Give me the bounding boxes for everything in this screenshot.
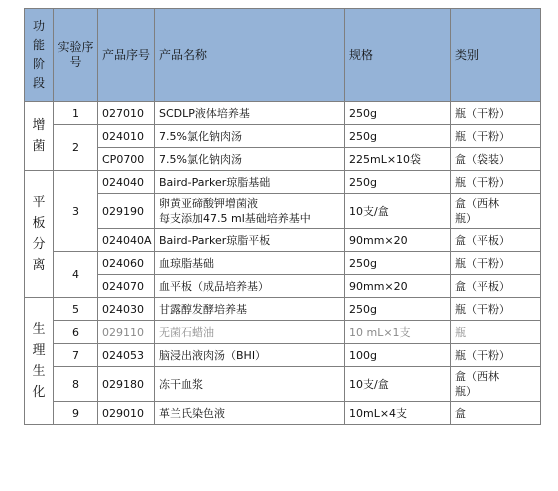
product-name-cell: 无菌石蜡油 <box>155 321 345 344</box>
product-code-cell: 024040 <box>98 171 155 194</box>
type-cell <box>451 367 541 402</box>
header-row <box>25 9 541 102</box>
product-name-cell: 7.5%氯化钠肉汤 <box>155 125 345 148</box>
exp-no-cell: 1 <box>54 102 98 125</box>
product-code-cell: 027010 <box>98 102 155 125</box>
product-code-cell: CP0700 <box>98 148 155 171</box>
table-row <box>25 344 541 367</box>
product-table <box>24 8 541 425</box>
header-spec: 规格 <box>345 9 451 102</box>
spec-cell: 90mm×20 <box>345 275 451 298</box>
table-row <box>25 321 541 344</box>
spec-cell: 10支/盒 <box>345 367 451 402</box>
product-name-cell: Baird-Parker琼脂平板 <box>155 229 345 252</box>
product-name-line1: 卵黄亚碲酸钾增菌液 <box>159 197 258 210</box>
type-line2: 瓶） <box>455 212 477 225</box>
type-cell <box>451 194 541 229</box>
product-code-cell: 024060 <box>98 252 155 275</box>
exp-no-cell: 3 <box>54 171 98 252</box>
type-line2: 瓶） <box>455 385 477 398</box>
type-cell: 盒 <box>451 402 541 425</box>
table-row <box>25 194 541 229</box>
spec-cell: 90mm×20 <box>345 229 451 252</box>
product-name-cell: 冻干血浆 <box>155 367 345 402</box>
table-row <box>25 367 541 402</box>
spec-cell: 250g <box>345 298 451 321</box>
table-row <box>25 229 541 252</box>
spec-cell: 225mL×10袋 <box>345 148 451 171</box>
table-row <box>25 298 541 321</box>
header-type: 类别 <box>451 9 541 102</box>
product-code-cell: 029010 <box>98 402 155 425</box>
product-code-cell: 024070 <box>98 275 155 298</box>
header-func-stage: 功能阶段 <box>25 9 54 102</box>
header-exp-no: 实验序号 <box>54 9 98 102</box>
type-cell: 瓶（干粉） <box>451 298 541 321</box>
product-name-cell: 血平板（成品培养基） <box>155 275 345 298</box>
exp-no-cell: 7 <box>54 344 98 367</box>
spec-cell: 10mL×4支 <box>345 402 451 425</box>
table-row <box>25 102 541 125</box>
spec-cell: 250g <box>345 102 451 125</box>
table-row <box>25 171 541 194</box>
product-name-cell: 革兰氏染色液 <box>155 402 345 425</box>
spec-cell: 250g <box>345 252 451 275</box>
type-line1: 盒（西林 <box>455 370 499 383</box>
type-cell: 盒（平板） <box>451 275 541 298</box>
product-name-cell: 甘露醇发酵培养基 <box>155 298 345 321</box>
product-name-line2: 每支添加47.5 ml基础培养基中 <box>159 212 311 225</box>
product-code-cell: 024010 <box>98 125 155 148</box>
product-code-cell: 024053 <box>98 344 155 367</box>
product-code-cell: 029180 <box>98 367 155 402</box>
exp-no-cell: 6 <box>54 321 98 344</box>
table-row <box>25 252 541 275</box>
type-cell: 瓶（干粉） <box>451 252 541 275</box>
type-cell: 盒（袋装） <box>451 148 541 171</box>
type-cell: 瓶（干粉） <box>451 171 541 194</box>
header-product-code: 产品序号 <box>98 9 155 102</box>
product-code-cell: 024030 <box>98 298 155 321</box>
exp-no-cell: 2 <box>54 125 98 171</box>
exp-no-cell: 4 <box>54 252 98 298</box>
exp-no-cell: 9 <box>54 402 98 425</box>
table-row <box>25 125 541 148</box>
table-row <box>25 402 541 425</box>
type-cell: 瓶（干粉） <box>451 125 541 148</box>
product-name-cell: Baird-Parker琼脂基础 <box>155 171 345 194</box>
product-name-cell: SCDLP液体培养基 <box>155 102 345 125</box>
spec-cell: 100g <box>345 344 451 367</box>
product-code-cell: 024040A <box>98 229 155 252</box>
table-row <box>25 275 541 298</box>
spec-cell: 10 mL×1支 <box>345 321 451 344</box>
type-line1: 盒（西林 <box>455 197 499 210</box>
type-cell: 瓶（干粉） <box>451 102 541 125</box>
exp-no-cell: 8 <box>54 367 98 402</box>
product-name-cell: 脑浸出液肉汤（BHI） <box>155 344 345 367</box>
spec-cell: 250g <box>345 171 451 194</box>
stage-plate-isolation: 平板分离 <box>25 171 54 298</box>
header-product-name: 产品名称 <box>155 9 345 102</box>
product-name-cell: 血琼脂基础 <box>155 252 345 275</box>
stage-biochemical: 生理生化 <box>25 298 54 425</box>
product-code-cell: 029190 <box>98 194 155 229</box>
type-cell: 瓶 <box>451 321 541 344</box>
product-name-cell: 7.5%氯化钠肉汤 <box>155 148 345 171</box>
table-row <box>25 148 541 171</box>
spec-cell: 10支/盒 <box>345 194 451 229</box>
product-code-cell: 029110 <box>98 321 155 344</box>
type-cell: 瓶（干粉） <box>451 344 541 367</box>
type-cell: 盒（平板） <box>451 229 541 252</box>
spec-cell: 250g <box>345 125 451 148</box>
stage-enrichment: 增菌 <box>25 102 54 171</box>
exp-no-cell: 5 <box>54 298 98 321</box>
product-name-cell <box>155 194 345 229</box>
